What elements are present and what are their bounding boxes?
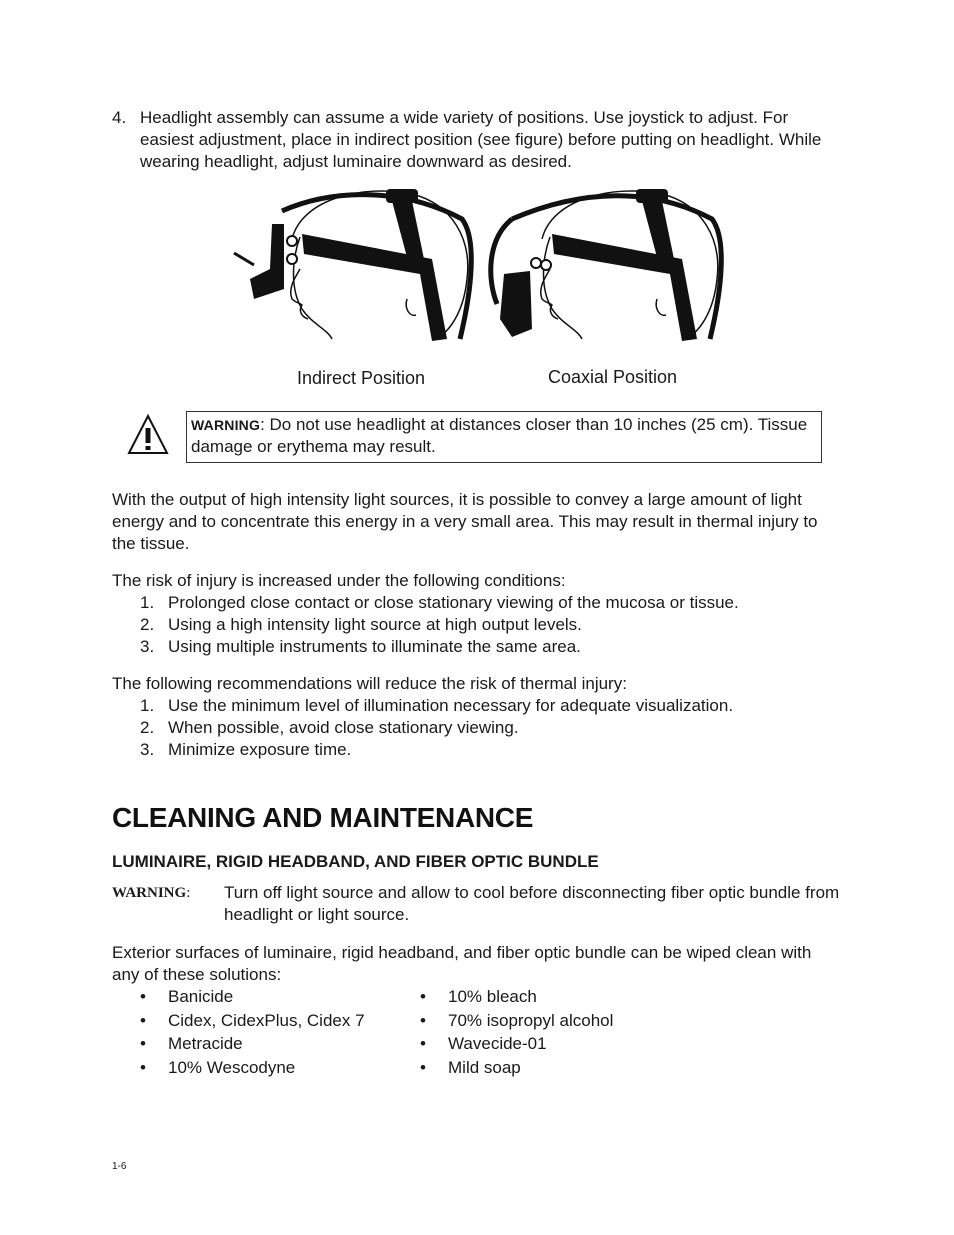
bullet-icon: •: [140, 987, 146, 1006]
bullet-icon: •: [420, 1034, 426, 1053]
warning-box: [186, 411, 822, 463]
coaxial-position-illustration: [482, 179, 732, 349]
solutions-list: [140, 986, 840, 1079]
inline-warning: [112, 882, 840, 926]
warning-text: : Do not use headlight at distances closer than 10 inches (25 cm). Tissue damage or erythema may result.: [191, 415, 808, 456]
recommend-intro: The following recommendations will reduce the risk of thermal injury:: [112, 674, 627, 693]
item-text: 10% Wescodyne: [168, 1057, 296, 1077]
bullet-icon: •: [140, 1034, 146, 1053]
item-number: 3.: [140, 637, 155, 656]
caption-indirect: Indirect Position: [297, 368, 426, 388]
item-text: 10% bleach: [448, 987, 537, 1006]
caption-coaxial: Coaxial Position: [548, 367, 678, 387]
risk-list: [140, 592, 840, 658]
subsection-title: LUMINAIRE, RIGID HEADBAND, AND FIBER OPTIC BUNDLE: [112, 852, 599, 871]
step-4: [112, 107, 840, 173]
item-number: 1.: [140, 696, 155, 715]
item-text: Mild soap: [448, 1057, 521, 1077]
item-number: 3.: [140, 740, 155, 759]
item-text: Metracide: [168, 1034, 243, 1053]
warning-triangle-icon: [126, 413, 170, 457]
item-text: Prolonged close contact or close stationary viewing of the mucosa or tissue.: [168, 593, 739, 612]
item-text: Cidex, CidexPlus, Cidex 7: [168, 1010, 365, 1030]
list-item: [140, 1033, 420, 1055]
item-text: Using a high intensity light source at high output levels.: [168, 615, 582, 634]
item-text: Use the minimum level of illumination necessary for adequate visualization.: [168, 696, 734, 715]
page-content: [112, 107, 840, 1079]
item-text: Minimize exposure time.: [168, 740, 352, 759]
item-text: Banicide: [168, 987, 234, 1006]
item-text: 70% isopropyl alcohol: [448, 1010, 614, 1030]
headlight-figure: [112, 179, 840, 389]
list-item: [140, 1057, 420, 1079]
bullet-icon: •: [420, 1057, 426, 1077]
item-number: 1.: [140, 593, 155, 612]
recommend-list: [140, 695, 840, 761]
paragraph-solutions: Exterior surfaces of luminaire, rigid headband, and fiber optic bundle can be wiped clean with any of these solutions:: [112, 943, 812, 984]
section-title: CLEANING AND MAINTENANCE: [112, 802, 534, 833]
inline-warning-text: Turn off light source and allow to cool before disconnecting fiber optic bundle from headlight or light source.: [224, 883, 840, 924]
list-item: [140, 1010, 420, 1032]
list-item: [140, 636, 840, 658]
step-text: Headlight assembly can assume a wide variety of positions. Use joystick to adjust. For easiest adjustment, place in indirect position (see figure) before putting on headlight. While wearing headlight, adjust luminaire downward as desired.: [140, 108, 822, 171]
inline-warning-colon: :: [186, 885, 191, 901]
item-text: Wavecide-01: [448, 1034, 547, 1053]
list-item: [420, 1057, 720, 1079]
inline-warning-label-group: [112, 882, 224, 926]
paragraph-energy: With the output of high intensity light sources, it is possible to convey a large amount of light energy and to concentrate this energy in a very small area. This may result in thermal injury to the tissue.: [112, 490, 818, 553]
list-item: [140, 614, 840, 636]
item-text: When possible, avoid close stationary viewing.: [168, 718, 519, 737]
list-item: [140, 739, 840, 761]
bullet-icon: •: [140, 1057, 146, 1077]
item-number: 2.: [140, 615, 155, 634]
indirect-position-illustration: [232, 179, 482, 349]
list-item: [140, 717, 840, 739]
bullet-icon: •: [140, 1010, 146, 1030]
page-number: 1-6: [112, 1161, 127, 1172]
warning-callout: [112, 411, 840, 463]
bullet-icon: •: [420, 1010, 426, 1030]
warning-label: WARNING: [191, 417, 261, 433]
list-item: [420, 986, 720, 1008]
list-item: [140, 695, 840, 717]
item-text: Using multiple instruments to illuminate the same area.: [168, 637, 581, 656]
list-item: [420, 1033, 720, 1055]
list-item: [140, 592, 840, 614]
bullet-icon: •: [420, 987, 426, 1006]
inline-warning-label: WARNING: [112, 885, 187, 901]
list-item: [140, 986, 420, 1008]
risk-intro: The risk of injury is increased under the following conditions:: [112, 571, 566, 590]
item-number: 2.: [140, 718, 155, 737]
step-number: 4.: [112, 108, 127, 127]
list-item: [420, 1010, 720, 1032]
